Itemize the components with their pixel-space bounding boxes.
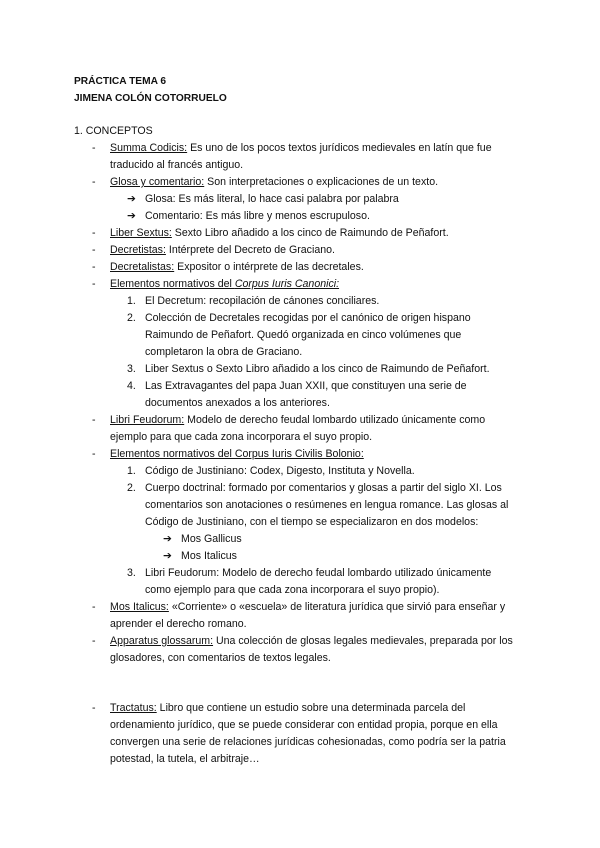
bullet-dash: - — [92, 278, 96, 290]
entry-glosa-text: Son interpretaciones o explicaciones de un texto. — [207, 176, 439, 188]
canonici-item3: Liber Sextus o Sexto Libro añadido a los cinco de Raimundo de Peñafort. — [145, 363, 490, 375]
bullet-dash: - — [92, 448, 96, 460]
bullet-dash: - — [92, 601, 96, 613]
list-number: 2. — [127, 312, 136, 324]
term-corpus-civilis: Elementos normativos del Corpus Iuris Civilis Bolonio: — [110, 448, 364, 460]
entry-apparatus-text: Una colección de glosas legales medievales, preparada por los — [216, 635, 513, 647]
entry-summa-line2: traducido al francés antiguo. — [110, 159, 244, 171]
term-corpus-canonici-italic: Corpus Iuris Canonici: — [234, 278, 340, 290]
entry-tractatus-text: Libro que contiene un estudio sobre una determinada parcela del — [159, 702, 466, 714]
entry-decretalistas-text: Expositor o intérprete de las decretales. — [177, 261, 364, 273]
civilis-sub-italicus: Mos Italicus — [181, 550, 237, 562]
canonici-item4-line2: documentos anexados a los anteriores. — [145, 397, 330, 409]
entry-liber-text: Sexto Libro añadido a los cinco de Raimundo de Peñafort. — [174, 227, 449, 239]
section-heading: 1. CONCEPTOS — [74, 125, 153, 137]
entry-apparatus-line1 — [110, 633, 513, 650]
arrow-icon: ➔ — [163, 533, 172, 545]
canonici-item2-line1: Colección de Decretales recogidas por el canónico de origen hispano — [145, 312, 471, 324]
list-number: 1. — [127, 295, 136, 307]
arrow-icon: ➔ — [127, 210, 136, 222]
entry-glosa — [110, 174, 438, 191]
term-summa: Summa Codicis: — [110, 142, 188, 154]
bullet-dash: - — [92, 227, 96, 239]
canonici-item2-line2: Raimundo de Peñafort. Quedó organizada en cinco volúmenes que — [145, 329, 462, 341]
civilis-item2-line2: comentarios son anotaciones o resúmenes en lengua romance. Las glosas al — [145, 499, 509, 511]
term-libri: Libri Feudorum: — [110, 414, 185, 426]
entry-summa-text: Es uno de los pocos textos jurídicos medievales en latín que fue — [190, 142, 492, 154]
civilis-item1: Código de Justiniano: Codex, Digesto, Instituta y Novella. — [145, 465, 415, 477]
list-number: 4. — [127, 380, 136, 392]
civilis-item3-line1: Libri Feudorum: Modelo de derecho feudal lombardo utilizado únicamente — [145, 567, 492, 579]
entry-mos-line1 — [110, 599, 505, 616]
entry-tractatus-line1 — [110, 700, 465, 717]
entry-decretistas-text: Intérprete del Decreto de Graciano. — [168, 244, 335, 256]
list-number: 3. — [127, 567, 136, 579]
bullet-dash: - — [92, 142, 96, 154]
entry-decretistas — [110, 242, 335, 259]
entry-mos-text: «Corriente» o «escuela» de literatura jurídica que sirvió para enseñar y — [171, 601, 506, 613]
entry-libri-text: Modelo de derecho feudal lombardo utilizado únicamente como — [187, 414, 486, 426]
canonici-item1: El Decretum: recopilación de cánones conciliares. — [145, 295, 380, 307]
list-number: 2. — [127, 482, 136, 494]
bullet-dash: - — [92, 702, 96, 714]
term-decretalistas: Decretalistas: — [110, 261, 175, 273]
bullet-dash: - — [92, 244, 96, 256]
civilis-sub-gallicus: Mos Gallicus — [181, 533, 242, 545]
entry-apparatus-line2: glosadores, con comentarios de textos legales. — [110, 652, 331, 664]
entry-liber — [110, 225, 449, 242]
entry-tractatus-line4: potestad, la tutela, el arbitraje… — [110, 753, 260, 765]
canonici-item2-line3: completaron la obra de Graciano. — [145, 346, 303, 358]
bullet-dash: - — [92, 635, 96, 647]
term-mos-italicus: Mos Italicus: — [110, 601, 169, 613]
civilis-item3-line2: como ejemplo para que cada zona incorporara el suyo propio). — [145, 584, 440, 596]
glosa-sub1: Glosa: Es más literal, lo hace casi palabra por palabra — [145, 193, 399, 205]
entry-tractatus-line3: convergen una serie de relaciones jurídicas cohesionadas, como podría ser la patria — [110, 736, 506, 748]
civilis-item2-line1: Cuerpo doctrinal: formado por comentarios y glosas a partir del siglo XI. Los — [145, 482, 502, 494]
term-corpus-canonici-prefix: Elementos normativos del — [110, 278, 235, 290]
canonici-item4-line1: Las Extravagantes del papa Juan XXII, que constituyen una serie de — [145, 380, 467, 392]
entry-decretalistas — [110, 259, 364, 276]
entry-tractatus-line2: ordenamiento jurídico, que se puede considerar con entidad propia, porque en ella — [110, 719, 498, 731]
arrow-icon: ➔ — [127, 193, 136, 205]
list-number: 3. — [127, 363, 136, 375]
term-tractatus: Tractatus: — [110, 702, 157, 714]
list-number: 1. — [127, 465, 136, 477]
document-title: PRÁCTICA TEMA 6 — [74, 76, 167, 87]
entry-libri-line2: ejemplo para que cada zona incorporara el suyo propio. — [110, 431, 373, 443]
term-liber: Liber Sextus: — [110, 227, 172, 239]
term-corpus-canonici — [110, 276, 339, 293]
term-glosa: Glosa y comentario: — [110, 176, 205, 188]
term-apparatus: Apparatus glossarum: — [110, 635, 214, 647]
civilis-item2-line3: Código de Justiniano, con el tiempo se especializaron en dos modelos: — [145, 516, 479, 528]
bullet-dash: - — [92, 414, 96, 426]
term-decretistas: Decretistas: — [110, 244, 166, 256]
glosa-sub2: Comentario: Es más libre y menos escrupuloso. — [145, 210, 370, 222]
bullet-dash: - — [92, 176, 96, 188]
entry-mos-line2: aprender el derecho romano. — [110, 618, 247, 630]
author-name: JIMENA COLÓN COTORRUELO — [74, 93, 227, 104]
entry-libri-line1 — [110, 412, 485, 429]
bullet-dash: - — [92, 261, 96, 273]
entry-summa-line1 — [110, 140, 528, 157]
arrow-icon: ➔ — [163, 550, 172, 562]
